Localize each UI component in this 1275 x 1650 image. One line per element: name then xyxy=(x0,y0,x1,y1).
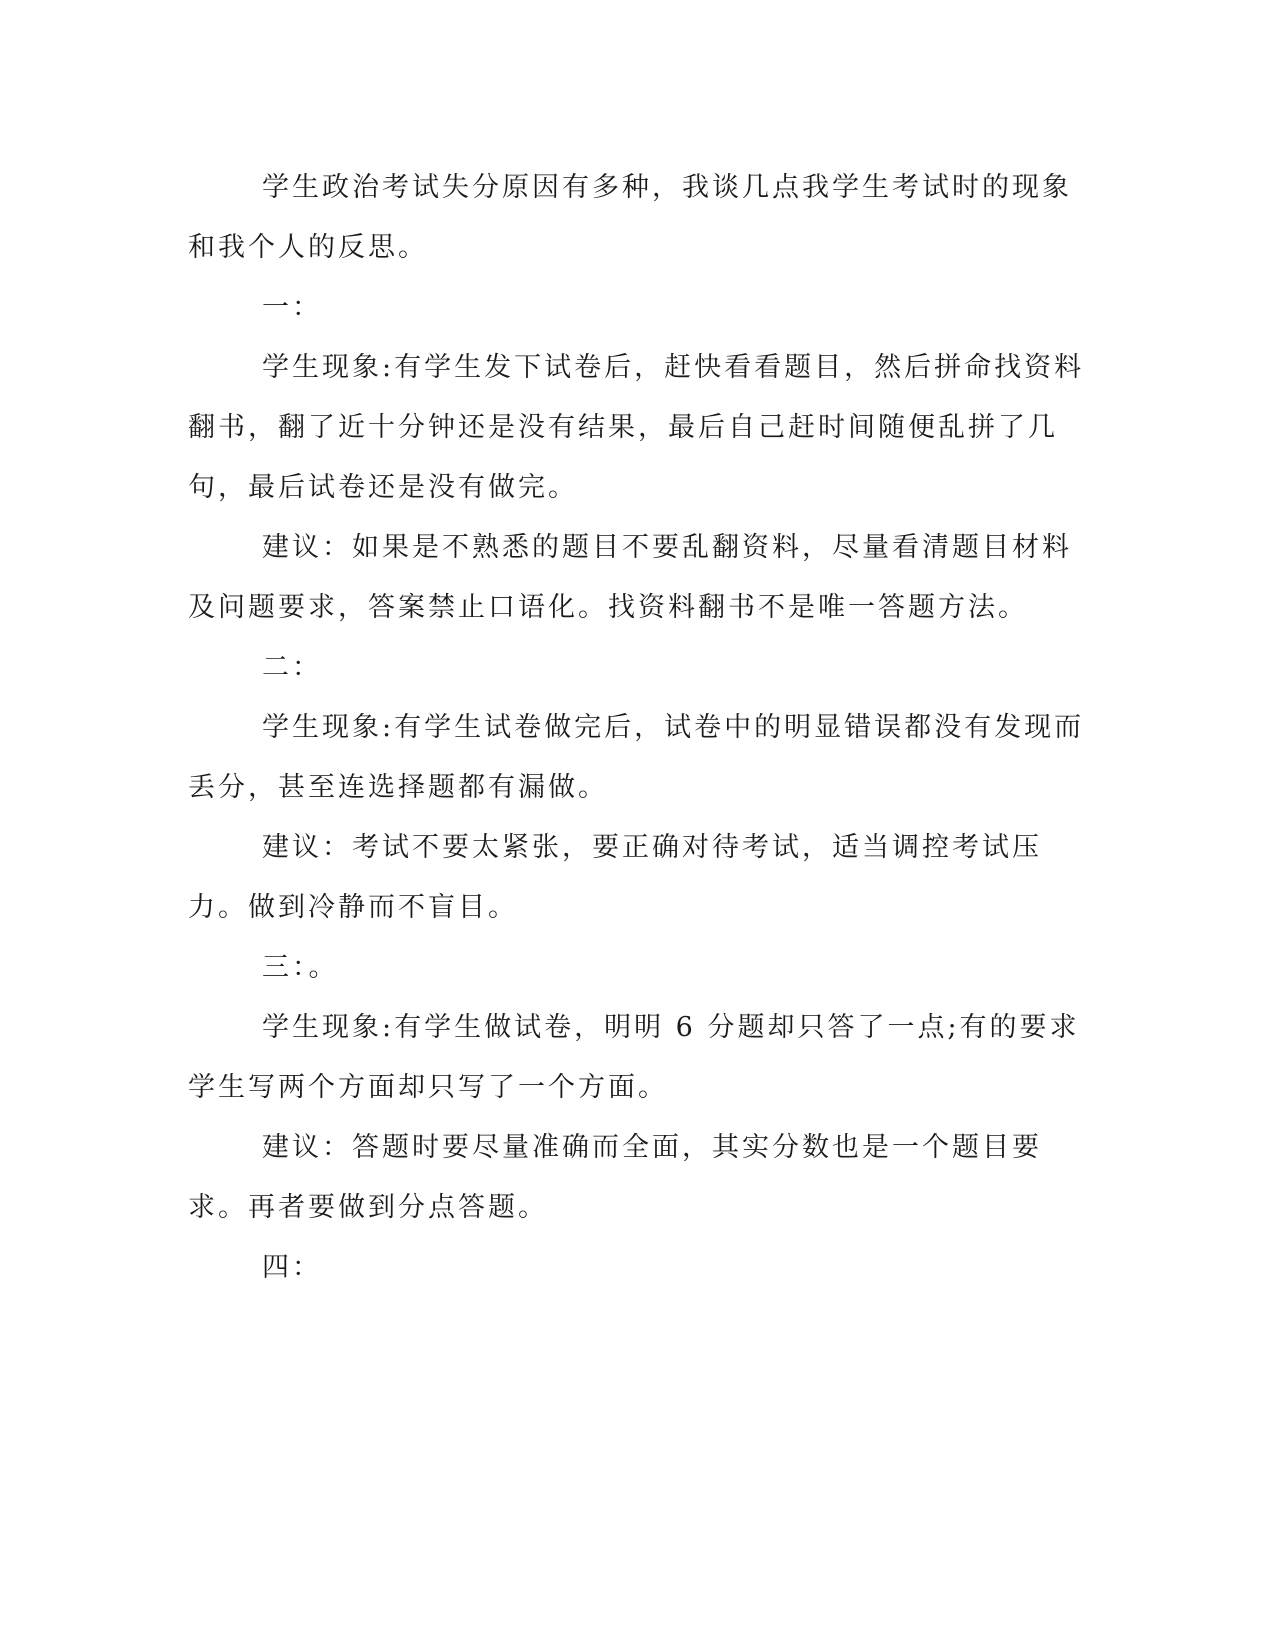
section-one-heading: 一： xyxy=(262,292,322,323)
section-two-suggestion: 建议：考试不要太紧张，要正确对待考试，适当调控考试压力。做到冷静而不盲目。 xyxy=(188,832,1042,923)
intro-paragraph: 学生政治考试失分原因有多种，我谈几点我学生考试时的现象和我个人的反思。 xyxy=(188,172,1072,263)
section-one-suggestion: 建议：如果是不熟悉的题目不要乱翻资料，尽量看清题目材料及问题要求，答案禁止口语化。找资料翻书不是唯一答题方法。 xyxy=(188,532,1072,623)
section-two-heading: 二： xyxy=(262,652,322,683)
section-three-phenomenon: 学生现象:有学生做试卷，明明 6 分题却只答了一点;有的要求学生写两个方面却只写了一个方面。 xyxy=(188,1012,1080,1103)
section-three-suggestion: 建议：答题时要尽量准确而全面，其实分数也是一个题目要求。再者要做到分点答题。 xyxy=(188,1132,1042,1223)
section-two-phenomenon: 学生现象:有学生试卷做完后，试卷中的明显错误都没有发现而丢分，甚至连选择题都有漏做。 xyxy=(188,712,1085,803)
section-one-phenomenon: 学生现象:有学生发下试卷后，赶快看看题目，然后拼命找资料翻书，翻了近十分钟还是没有结果，最后自己赶时间随便乱拼了几句，最后试卷还是没有做完。 xyxy=(188,352,1085,503)
section-four-heading: 四： xyxy=(262,1252,322,1283)
document-body xyxy=(188,158,1088,1298)
section-three-heading: 三：。 xyxy=(262,952,339,983)
